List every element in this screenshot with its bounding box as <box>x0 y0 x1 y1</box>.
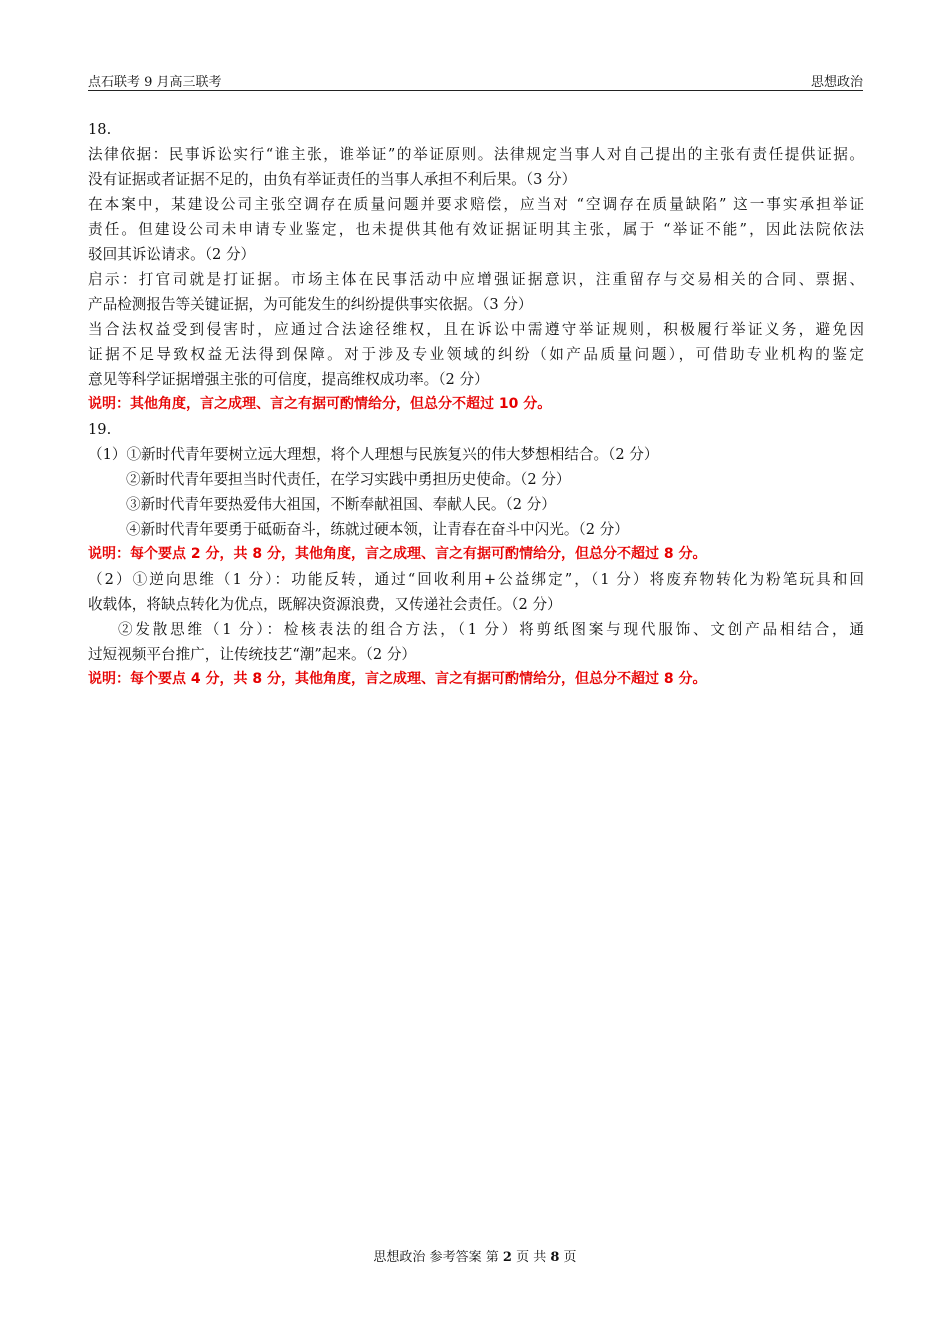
q18-line-2: 没有证据或者证据不足的，由负有举证责任的当事人承担不利后果。（3 分） <box>88 171 577 188</box>
footer-page-prefix: 第 <box>485 1250 499 1265</box>
q19-part1-item-2: ②新时代青年要担当时代责任，在学习实践中勇担历史使命。（2 分） <box>126 471 571 488</box>
q18-line-6: 启示：打官司就是打证据。市场主体在民事活动中应增强证据意识，注重留存与交易相关的合同、票据、 <box>88 271 864 288</box>
q19-part1-item-3: ③新时代青年要热爱伟大祖国，不断奉献祖国、奉献人民。（2 分） <box>126 496 556 513</box>
q19-part2-line-3: ②发散思维（1 分）：检核表法的组合方法，（1 分）将剪纸图案与现代服饰、文创产品相结合，通 <box>118 621 864 638</box>
q18-line-7: 产品检测报告等关键证据，为可能发生的纠纷提供事实依据。（3 分） <box>88 296 533 313</box>
header-exam-name: 点石联考 9 月高三联考 <box>88 75 222 90</box>
q18-line-4: 责任。但建设公司未申请专业鉴定，也未提供其他有效证据证明其主张，属于 “举证不能”，因此法院依法 <box>88 221 864 238</box>
q19-part1-scoring-note: 说明：每个要点 2 分，共 8 分，其他角度，言之成理、言之有据可酌情给分，但总分不超过 8 分。 <box>88 546 707 562</box>
q18-scoring-note: 说明：其他角度，言之成理、言之有据可酌情给分，但总分不超过 10 分。 <box>88 396 552 412</box>
q18-line-10: 意见等科学证据增强主张的可信度，提高维权成功率。（2 分） <box>88 371 489 388</box>
q18-line-9: 证据不足导致权益无法得到保障。对于涉及专业领域的纠纷（如产品质量问题），可借助专业机构的鉴定 <box>88 346 864 363</box>
footer-subject: 思想政治 <box>373 1250 426 1265</box>
footer-total-pages: 8 <box>550 1250 560 1265</box>
q18-line-3: 在本案中，某建设公司主张空调存在质量问题并要求赔偿，应当对 “空调存在质量缺陷” 这一事实承担举证 <box>88 196 864 213</box>
page-footer <box>0 1246 950 1265</box>
q19-part2-line-2: 收载体，将缺点转化为优点，既解决资源浪费，又传递社会责任。（2 分） <box>88 596 562 613</box>
question-19-number: 19. <box>88 421 112 438</box>
q19-part2-line-4: 过短视频平台推广，让传统技艺“潮”起来。（2 分） <box>88 646 417 663</box>
q19-part2-line-1: （2）①逆向思维（1 分）：功能反转，通过“回收利用+公益绑定”，（1 分）将废弃物转化为粉笔玩具和回 <box>88 571 864 588</box>
footer-doc-type: 参考答案 <box>429 1250 482 1265</box>
footer-page-number: 2 <box>502 1250 512 1265</box>
q18-line-1: 法律依据：民事诉讼实行“谁主张，谁举证”的举证原则。法律规定当事人对自己提出的主张有责任提供证据。 <box>88 146 864 163</box>
footer-page-mid: 页 共 <box>516 1250 547 1265</box>
question-18-number: 18. <box>88 121 112 138</box>
footer-page-suffix: 页 <box>563 1250 577 1265</box>
q19-part1-item-4: ④新时代青年要勇于砥砺奋斗，练就过硬本领，让青春在奋斗中闪光。（2 分） <box>126 521 629 538</box>
header-subject: 思想政治 <box>810 75 863 90</box>
q19-part2-scoring-note: 说明：每个要点 4 分，共 8 分，其他角度，言之成理、言之有据可酌情给分，但总分不超过 8 分。 <box>88 671 707 687</box>
answer-content <box>88 117 864 692</box>
q19-part1-item-1: （1）①新时代青年要树立远大理想，将个人理想与民族复兴的伟大梦想相结合。（2 分） <box>88 446 659 463</box>
q18-line-8: 当合法权益受到侵害时，应通过合法途径维权，且在诉讼中需遵守举证规则，积极履行举证义务，避免因 <box>88 321 864 338</box>
q18-line-5: 驳回其诉讼请求。（2 分） <box>88 246 256 263</box>
page-header <box>88 68 863 91</box>
